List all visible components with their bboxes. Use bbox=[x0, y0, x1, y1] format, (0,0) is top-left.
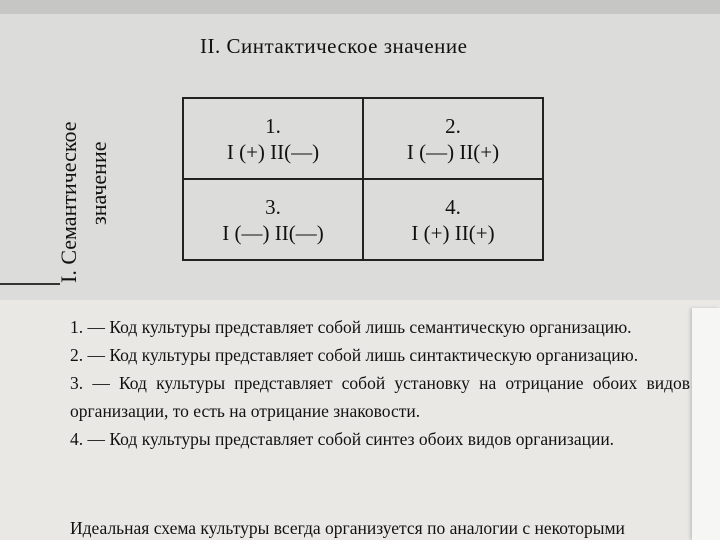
code-types-list bbox=[70, 313, 690, 453]
cell-number: 2. bbox=[445, 113, 461, 138]
cell-value: I (+) II(+) bbox=[411, 220, 495, 245]
cell-number: 4. bbox=[445, 194, 461, 219]
cell-value: I (—) II(—) bbox=[222, 220, 324, 245]
matrix-cell-2 bbox=[363, 98, 543, 179]
vertical-label-semantic: I. Семантическое bbox=[56, 121, 81, 283]
vertical-label-meaning: значение bbox=[86, 141, 111, 225]
slide-edge bbox=[692, 308, 720, 540]
list-item: 3. — Код культуры представляет собой установку на отрицание обоих видов организации, то есть на отрицание знаковости. bbox=[70, 373, 690, 421]
list-item: 4. — Код культуры представляет собой синтез обоих видов организации. bbox=[70, 429, 615, 449]
list-item: 2. — Код культуры представляет собой лишь синтактическую организацию. bbox=[70, 345, 639, 365]
list-item: 1. — Код культуры представляет собой лишь семантическую организацию. bbox=[70, 317, 632, 337]
matrix-cell-3 bbox=[183, 179, 363, 260]
cell-number: 3. bbox=[265, 194, 281, 219]
divider-rule bbox=[0, 283, 60, 285]
matrix-cell-4 bbox=[363, 179, 543, 260]
figure-title: II. Синтактическое значение bbox=[200, 34, 468, 58]
paragraph-start: Идеальная схема культуры всегда организуется по аналогии с некоторыми bbox=[70, 518, 625, 538]
meaning-matrix bbox=[182, 97, 544, 261]
cell-number: 1. bbox=[265, 113, 281, 138]
matrix-cell-1 bbox=[183, 98, 363, 179]
page-top-edge bbox=[0, 0, 720, 14]
cell-value: I (—) II(+) bbox=[406, 139, 500, 164]
cell-value: I (+) II(—) bbox=[226, 139, 320, 164]
